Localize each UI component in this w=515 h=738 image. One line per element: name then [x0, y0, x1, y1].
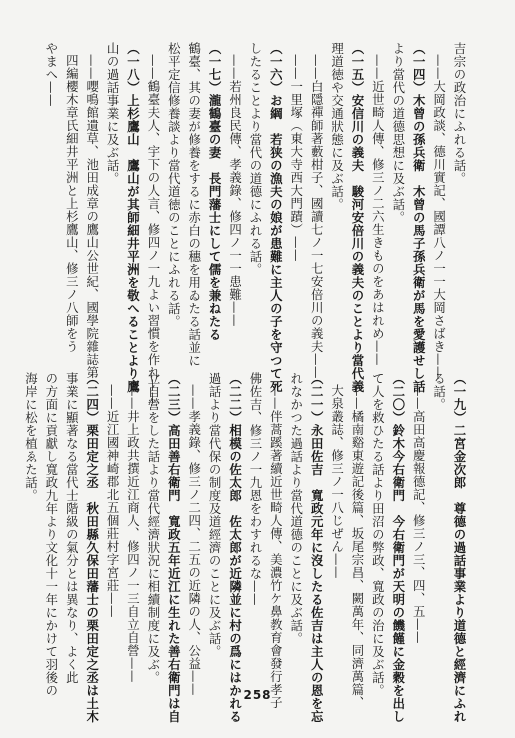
reference-line: ——一里塚（東大寺西大門蹟）—— — [288, 54, 304, 262]
text-line: 立自營をした話より當代經濟狀況に相續制度に及ぶ。 — [145, 372, 161, 684]
section-heading-19: （一九）二宮金次郎 尊德の過話事業より道德と經濟にふれ — [452, 372, 467, 723]
reference-line: ——嚶鳴館遺草、池田成章の鷹山公世紀、國學院雜誌第 — [84, 54, 100, 379]
reference-line: ——井上政共撰近江商人、修四ノ一三自立自營—— — [125, 384, 141, 683]
upper-text-column-block — [40, 42, 469, 405]
text-line: れなかつた過話より當代道德のことに及ぶ話。 — [288, 372, 304, 645]
text-line: 過話より當代保の制度及道經濟のことに及ぶ話。 — [207, 372, 223, 658]
text-line: 鶴臺、其の妻が修養をするに赤白の穗を用ゐたる話並に — [186, 42, 202, 367]
reference-line: ——鶴臺夫人、宇下の人言、修四ノ一九よい習慣を作れ—— — [145, 54, 161, 405]
reference-line: ——若州良民傳、孝義錄、修四ノ一一患難—— — [227, 54, 243, 327]
section-heading-24: （二四）栗田定之丞 秋田縣久保田藩士の栗田定之丞は土木 — [84, 372, 100, 723]
text-line: 海岸に松を植ゑた話。 — [23, 372, 39, 502]
section-heading-23: （二三）高田善右衛門 寬政五年近江に生れた善右衛門は自 — [166, 372, 182, 723]
text-line: 山の過話事業に及ぶ話。 — [105, 42, 121, 185]
page-number: 258 — [243, 688, 272, 702]
reference-line: ——白隱禪師著藪柑子、國讀七ノ一七安倍川の義夫—— — [309, 54, 325, 379]
section-heading-16: （一六）お綱 若狭の漁夫の娘が患難に主人の子を守つて死 — [268, 42, 284, 393]
text-line: やまへ—— — [43, 42, 59, 107]
reference-line: 大泉叢誌、修三ノ一八じぜん—— — [329, 384, 345, 579]
section-heading-22: （二二）相模の佐太郎 佐太郎が近隣並に村の爲にはかれる — [227, 372, 243, 723]
text-line: 事業に顯著なる當代士階級の氣分とは異なり、よく此 — [64, 372, 80, 684]
text-line: 吉宗の政治にふれる話。 — [452, 42, 467, 185]
section-heading-21: （二一）永田佐吉 寬政元年に沒したる佐吉は主人の恩を忘 — [309, 372, 325, 723]
reference-line: ——孝義錄、修三ノ二四、二五の近隣の人、公益—— — [186, 384, 202, 696]
reference-line: ——近江國神崎郡北五個莊村字宮莊—— — [105, 384, 121, 618]
reference-line: ——近世畸人傳、修三ノ二六生きものをあはれめ—— — [370, 54, 386, 366]
text-line: て人を救ひたる話より田沼の弊政、寬政の治に及ぶ話。 — [370, 372, 386, 697]
text-line: より當代の道德思想に及ぶ話。 — [390, 42, 406, 224]
reference-line: ——伴蒿蹊著續近世畸人傳、美濃竹ケ鼻教育會發行孝子 — [268, 384, 284, 709]
text-line: の方面に貢獻し寬政九年より文化十一年にかけて羽後の — [43, 372, 59, 697]
section-heading-15: （一五）安信川の義夫 駿河安倍川の義夫のことより當代義 — [349, 42, 365, 393]
section-heading-14: （一四）木曾の孫兵衛 木曾の馬子孫兵衛が馬を愛護せし話 — [411, 42, 427, 393]
reference-line: 四編櫻木章氏細井平洲と上杉鷹山、修三ノ八師をう — [64, 54, 80, 353]
text-line: 理道徳や交通狀態に及ぶ話。 — [329, 42, 345, 211]
text-line: したることより當代の道德にふれる話。 — [247, 42, 263, 276]
reference-line: ——大岡政談、德川實記、國譚八ノ一一大岡さばき—— — [431, 54, 447, 379]
text-line: 松平定信修養談より當代道徳のことにふれる話。 — [166, 42, 182, 328]
text-line: 佛佐吉、修三ノ一九恩をわすれるな—— — [247, 372, 263, 606]
section-heading-20: （二〇）鈴木今右衛門 今右衛門が天明の饑饉に金穀を出し — [390, 372, 406, 723]
reference-line: ——橘南谿東遊記後篇、坂尾宗昌、闕萬年、同濟萬篇、 — [349, 384, 365, 709]
section-heading-18: （一八）上杉鷹山 鷹山が其師細井平洲を敬へることより鷹 — [125, 42, 141, 393]
reference-line: ——高田高慶報德記、修三ノ三、四、五—— — [411, 384, 427, 644]
section-heading-17: （一七）瀧鶴臺の妻 長門藩士にして儒を兼ねたる — [207, 42, 223, 341]
text-line: る話。 — [431, 372, 447, 411]
